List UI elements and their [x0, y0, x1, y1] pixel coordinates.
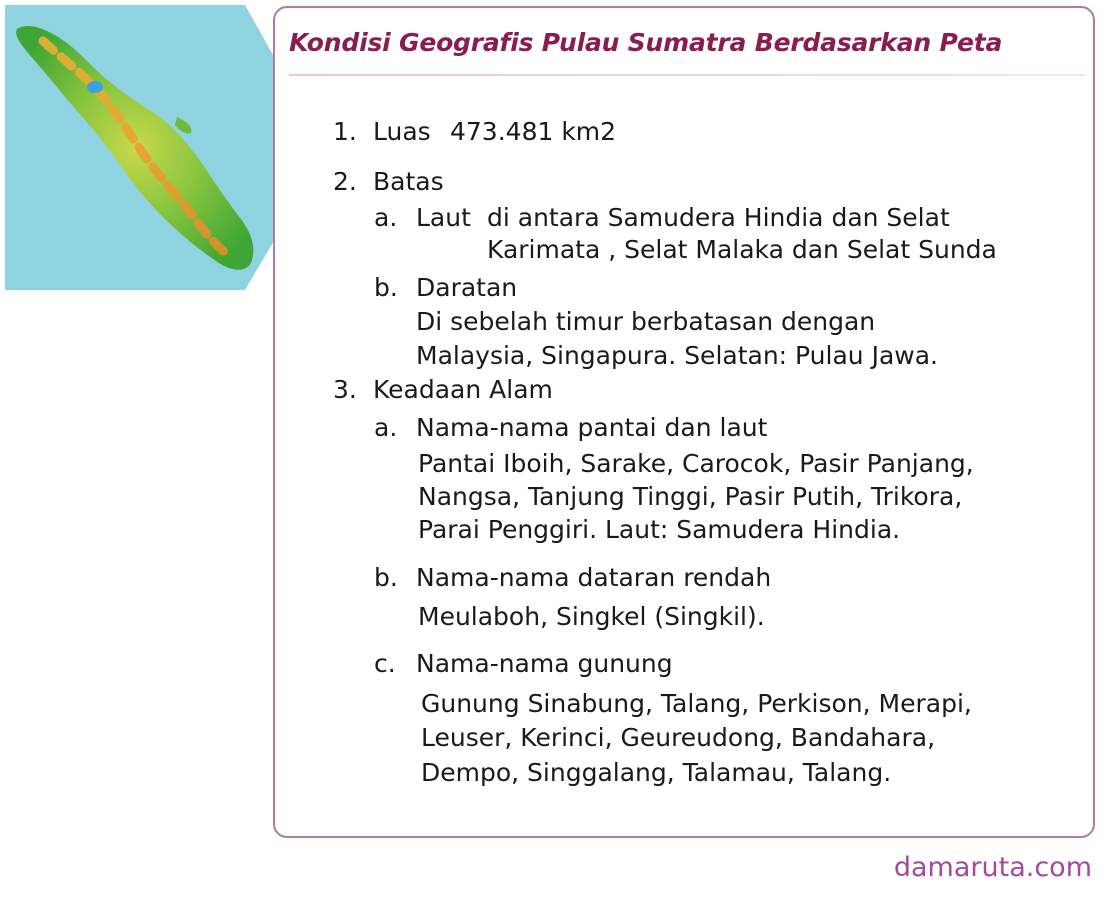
sub-text-line: Meulaboh, Singkel (Singkil).: [418, 602, 765, 631]
card-title: Kondisi Geografis Pulau Sumatra Berdasarkan Peta: [289, 28, 1003, 57]
sub-label: Nama-nama pantai dan laut: [416, 413, 768, 442]
sub-letter: b.: [374, 273, 398, 302]
sub-text-line: Leuser, Kerinci, Geureudong, Bandahara,: [421, 723, 936, 752]
sub-letter: c.: [374, 649, 396, 678]
item-label: Batas: [373, 167, 444, 196]
lake-toba: [87, 81, 103, 93]
sub-text-line: Dempo, Singgalang, Talamau, Talang.: [421, 758, 892, 787]
sub-text-line: Malaysia, Singapura. Selatan: Pulau Jawa.: [416, 341, 938, 370]
sub-label: Nama-nama gunung: [416, 649, 673, 678]
sub-text-line: Karimata , Selat Malaka dan Selat Sunda: [487, 235, 997, 264]
sub-label: Nama-nama dataran rendah: [416, 563, 772, 592]
sub-text-line: Gunung Sinabung, Talang, Perkison, Merapi,: [421, 689, 972, 718]
sub-letter: a.: [374, 203, 398, 232]
item-number: 1.: [333, 117, 357, 146]
sub-text-line: Di sebelah timur berbatasan dengan: [416, 307, 876, 336]
content-card: [273, 6, 1095, 838]
sub-text-line: Parai Penggiri. Laut: Samudera Hindia.: [418, 515, 901, 544]
sub-letter: a.: [374, 413, 398, 442]
sub-letter: b.: [374, 563, 398, 592]
sub-text-line: Pantai Iboih, Sarake, Carocok, Pasir Panjang,: [418, 449, 974, 478]
item-number: 2.: [333, 167, 357, 196]
sub-label: Laut: [416, 203, 471, 232]
sub-label: Daratan: [416, 273, 518, 302]
sub-text-line: di antara Samudera Hindia dan Selat: [487, 203, 950, 232]
title-divider: [289, 74, 1085, 76]
watermark: damaruta.com: [893, 852, 1092, 883]
item-number: 3.: [333, 375, 357, 404]
item-label: Luas: [373, 117, 431, 146]
sub-text-line: Nangsa, Tanjung Tinggi, Pasir Putih, Trikora,: [418, 482, 963, 511]
item-label: Keadaan Alam: [373, 375, 553, 404]
item-value: 473.481 km2: [450, 117, 617, 146]
